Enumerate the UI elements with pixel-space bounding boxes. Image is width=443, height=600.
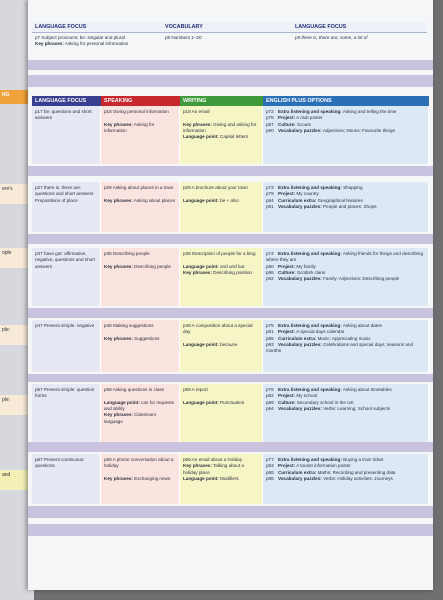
contents-page [28, 0, 433, 590]
separator-band [28, 75, 433, 87]
language-focus-cell: p47 Present simple: negative [32, 320, 101, 372]
writing-cell: p19 An email Key phrases: Giving and asking for information Language point: Capital letters [180, 106, 263, 164]
speaking-cell: p68 A phone conversation about a holiday Key phrases: Exchanging news [101, 454, 180, 504]
speaking-cell: p28 Asking about places in a town Key phrases: Asking about places [101, 182, 180, 232]
language-focus-cell: p67 Present continuous: questions [32, 454, 101, 504]
unit-row [32, 182, 429, 232]
separator-band [28, 374, 433, 382]
english-plus-cell: p76 Extra listening and speaking: Asking about timetables p82 Project: My school p89 Culture: Secondary school in the UK p94 Vocabulary puzzles: Verbs: Learning; School subjects [263, 384, 429, 442]
top-header-3: LANGUAGE FOCUS [292, 22, 427, 33]
separator-band [28, 166, 433, 176]
column-headers [32, 96, 429, 106]
top-cell-1: p7 Subject pronouns; be: singular and plural Key phrases: Asking for personal information [35, 35, 129, 47]
speaking-cell: p18 Giving personal information Key phrases: Asking for information [101, 106, 180, 164]
writing-cell: p29 A brochure about your town Language point: be + also [180, 182, 263, 232]
english-plus-cell: p74 Extra listening and speaking: Asking friends for things and describing where they are p80 Project: My family p88 Culture: Scottish clans p92 Vocabulary puzzles: Family; Adjectives: Describing people [263, 248, 429, 306]
header-writing: WRITING [180, 96, 263, 106]
top-cell-3: p9 there is, there are, some, a lot of [295, 35, 368, 40]
speaking-cell: p38 Describing people Key phrases: Describing people [101, 248, 180, 306]
separator-band [28, 234, 433, 244]
top-header-1: LANGUAGE FOCUS [32, 22, 162, 33]
writing-cell: p39 Description of people for a blog Language point: and and but Key phrases: Describing position [180, 248, 263, 306]
header-english-plus: ENGLISH PLUS OPTIONS [263, 96, 429, 106]
language-focus-cell: p57 Present simple: question forms [32, 384, 101, 442]
separator-band [28, 442, 433, 452]
english-plus-cell: p72 Extra listening and speaking: Asking and telling the time p78 Project: A club poster p87 Culture: Scouts p90 Vocabulary puzzles: Adjectives; Nouns: Favourite things [263, 106, 429, 164]
english-plus-cell: p77 Extra listening and speaking: Buying a train ticket p83 Project: A tourist information poster p86 Curriculum extra: Maths: Recording and presenting data p95 Vocabulary puzzles: Verbs: Holiday activities; Journeys [263, 454, 429, 504]
language-focus-cell: p27 there is, there are: questions and short answers Prepositions of place [32, 182, 101, 232]
left-tab-3: ople [0, 248, 30, 268]
speaking-cell: p48 Making suggestions Key phrases: Suggestions [101, 320, 180, 372]
unit-row [32, 384, 429, 442]
top-cell-2: p8 Numbers 1–20 [165, 35, 202, 40]
speaking-cell: p58 Asking questions in class Language point: can for requests and ability Key phrases: Classroom language [101, 384, 180, 442]
language-focus-cell: p17 be: questions and short answers [32, 106, 101, 164]
english-plus-cell: p75 Extra listening and speaking: Asking about dates p81 Project: A special days calendar p85 Curriculum extra: Music: Appreciating music p93 Vocabulary puzzles: Celebrations and special days; seasons and months [263, 320, 429, 372]
unit-row [32, 320, 429, 372]
left-tab-1: NG [0, 90, 30, 104]
language-focus-cell: p37 have got: affirmative, negative, questions and short answers [32, 248, 101, 306]
separator-band [28, 308, 433, 318]
unit-row [32, 106, 429, 164]
unit-row [32, 454, 429, 504]
header-speaking: SPEAKING [101, 96, 180, 106]
english-plus-cell: p73 Extra listening and speaking: Shopping p79 Project: My country p84 Curriculum extra: Geographical features p91 Vocabulary puzzles: People and places; Shops [263, 182, 429, 232]
left-tab-6: and [0, 470, 30, 490]
writing-cell: p59 A report Language point: Punctuation [180, 384, 263, 442]
separator-band [28, 60, 433, 70]
separator-band [28, 506, 433, 518]
unit-row [32, 248, 429, 306]
top-header-2: VOCABULARY [162, 22, 292, 33]
writing-cell: p49 A composition about a special day Language point: because [180, 320, 263, 372]
left-tab-4: ple: [0, 325, 30, 345]
left-tab-5: ple: [0, 395, 30, 415]
left-tab-2: ere's [0, 184, 30, 204]
top-table [32, 22, 427, 49]
header-language-focus: LANGUAGE FOCUS [32, 96, 101, 106]
writing-cell: p69 An email about a holiday Key phrases: Talking about a holiday place Language point: Modifiers [180, 454, 263, 504]
separator-band [28, 524, 433, 536]
